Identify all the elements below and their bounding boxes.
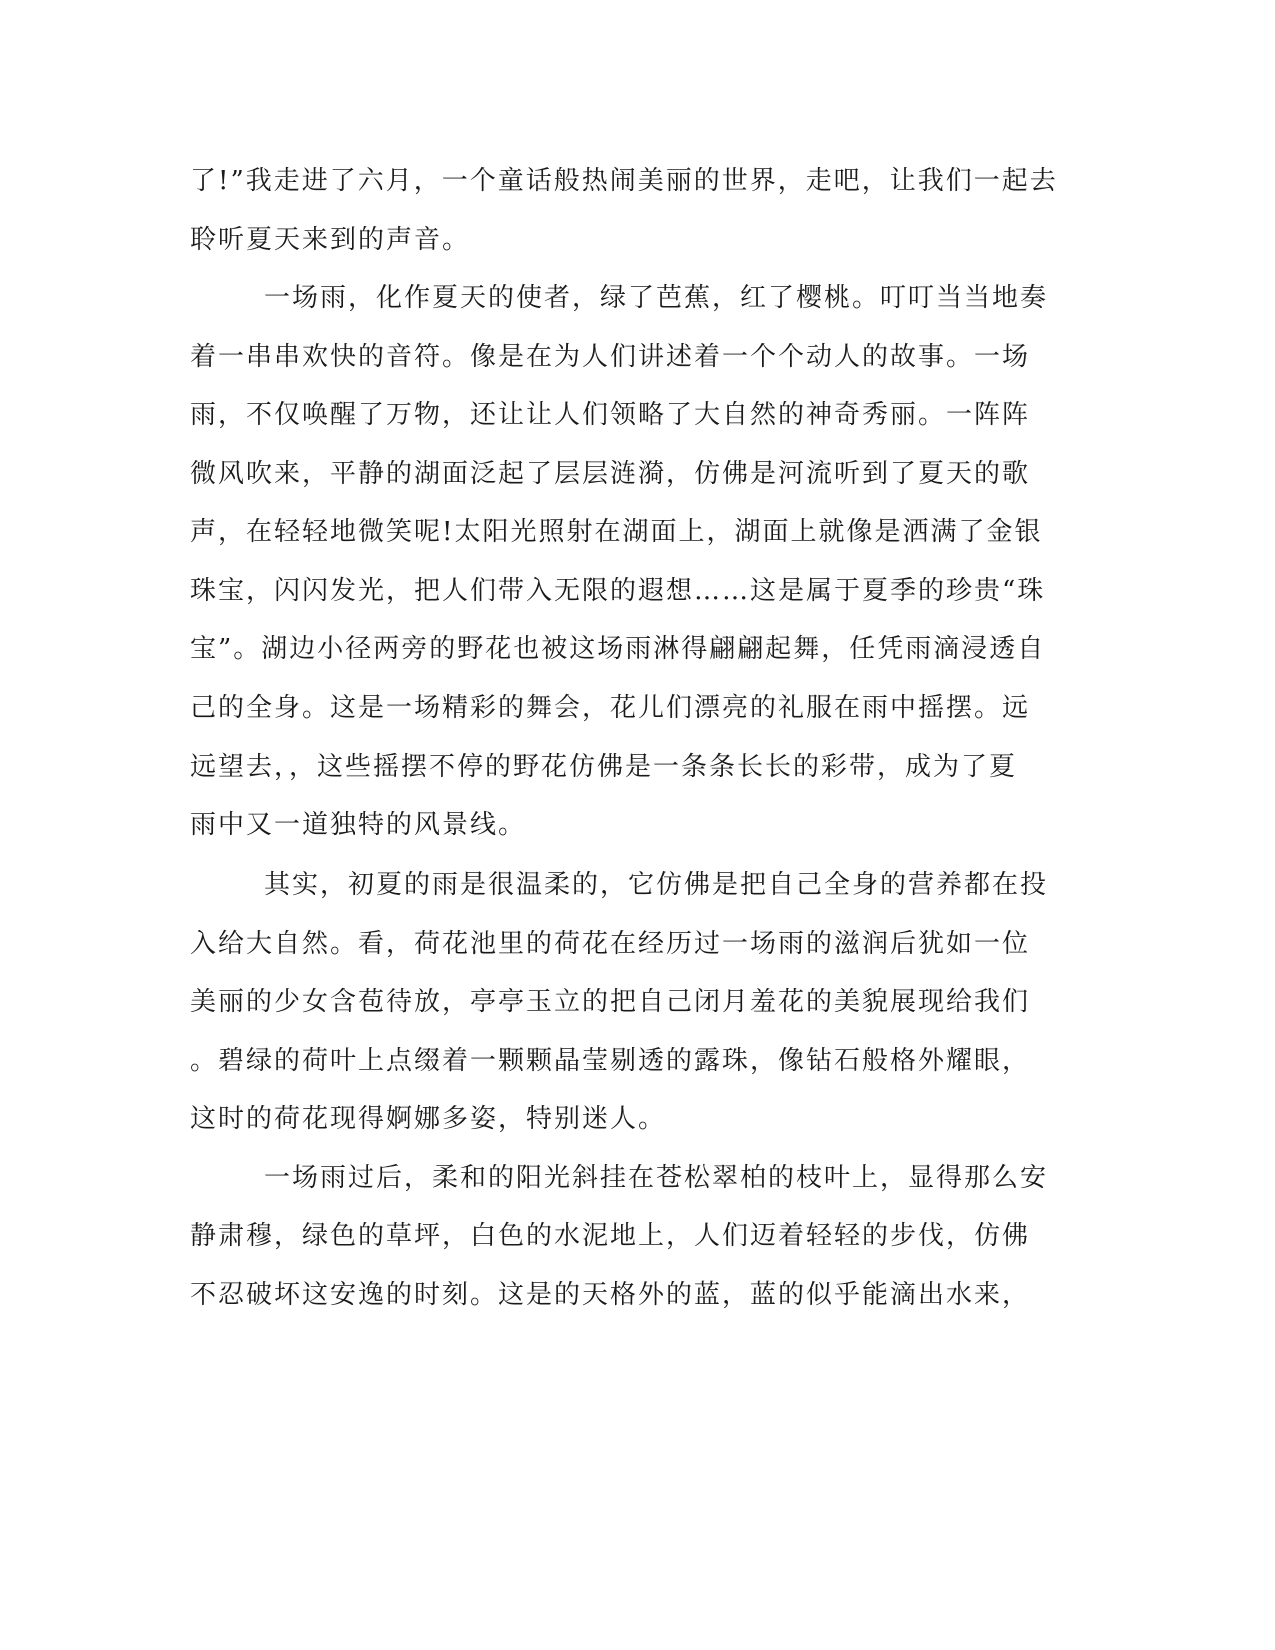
- text-line: 珠宝，闪闪发光，把人们带入无限的遐想……这是属于夏季的珍贵“珠: [190, 576, 1046, 606]
- text-line: 声，在轻轻地微笑呢!太阳光照射在湖面上，湖面上就像是洒满了金银: [190, 517, 1043, 547]
- text-line: 己的全身。这是一场精彩的舞会，花儿们漂亮的礼服在雨中摇摆。远: [190, 693, 1031, 723]
- text-line: 静肃穆，绿色的草坪，白色的水泥地上，人们迈着轻轻的步伐，仿佛: [190, 1221, 1031, 1251]
- text-line: 。碧绿的荷叶上点缀着一颗颗晶莹剔透的露珠，像钻石般格外耀眼，: [190, 1046, 1031, 1076]
- text-line: 了!”我走进了六月，一个童话般热闹美丽的世界，走吧，让我们一起去: [190, 166, 1058, 196]
- text-line: 不忍破坏这安逸的时刻。这是的天格外的蓝，蓝的似乎能滴出水来，: [190, 1280, 1031, 1310]
- text-line: 雨中又一道独特的风景线。: [190, 810, 527, 840]
- text-line: 美丽的少女含苞待放，亭亭玉立的把自己闭月羞花的美貌展现给我们: [190, 987, 1031, 1017]
- text-line: 着一串串欢快的音符。像是在为人们讲述着一个个动人的故事。一场: [190, 342, 1031, 372]
- text-line: 入给大自然。看，荷花池里的荷花在经历过一场雨的滋润后犹如一位: [190, 929, 1031, 959]
- text-line: 远望去，，这些摇摆不停的野花仿佛是一条条长长的彩带，成为了夏: [190, 752, 1018, 782]
- text-line: 聆听夏天来到的声音。: [190, 225, 471, 255]
- text-line: 微风吹来，平静的湖面泛起了层层涟漪，仿佛是河流听到了夏天的歌: [190, 459, 1031, 489]
- paragraph-first-line: 一场雨过后，柔和的阳光斜挂在苍松翠柏的枝叶上，显得那么安: [264, 1163, 1049, 1193]
- paragraph-first-line: 其实，初夏的雨是很温柔的，它仿佛是把自己全身的营养都在投: [264, 870, 1049, 900]
- paragraph-first-line: 一场雨，化作夏天的使者，绿了芭蕉，红了樱桃。叮叮当当地奏: [264, 283, 1049, 313]
- text-line: 雨，不仅唤醒了万物，还让让人们领略了大自然的神奇秀丽。一阵阵: [190, 400, 1031, 430]
- text-line: 这时的荷花现得婀娜多姿，特别迷人。: [190, 1104, 667, 1134]
- text-line: 宝”。湖边小径两旁的野花也被这场雨淋得翩翩起舞，任凭雨滴浸透自: [190, 634, 1046, 664]
